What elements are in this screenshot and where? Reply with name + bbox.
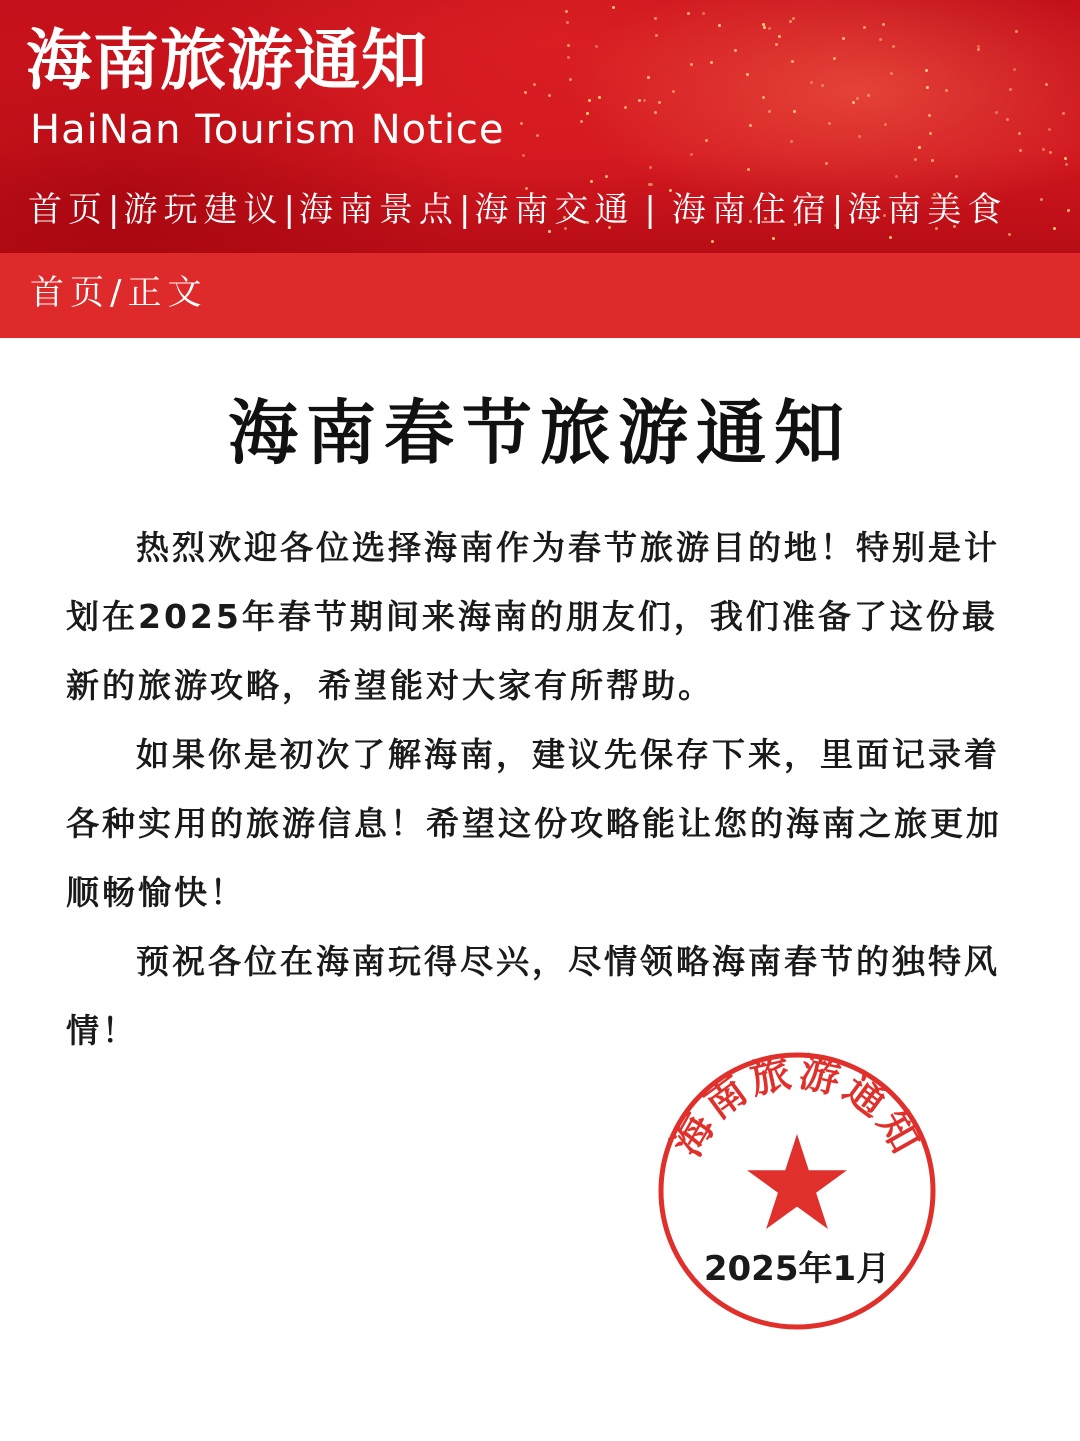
sparkle-dot — [565, 10, 568, 13]
main-nav — [28, 190, 1007, 230]
sparkle-dot — [763, 26, 766, 29]
sparkle-dot — [533, 83, 536, 86]
sparkle-dot — [789, 20, 792, 23]
article-paragraph: 热烈欢迎各位选择海南作为春节旅游目的地！特别是计划在2025年春节期间来海南的朋友们，我们准备了这份最新的旅游攻略，希望能对大家有所帮助。 — [66, 528, 1000, 705]
sparkle-dot — [1065, 163, 1068, 166]
sparkle-dot — [895, 175, 898, 178]
nav-item-suggestions[interactable]: 游玩建议 — [123, 190, 284, 230]
sparkle-dot — [842, 37, 845, 40]
sparkle-dot — [746, 73, 749, 76]
stamp-arc-text: 海南旅游通知 — [664, 1050, 930, 1165]
sparkle-dot — [647, 76, 650, 79]
nav-separator: | — [108, 190, 120, 230]
sparkle-dot — [702, 12, 705, 15]
sparkle-dot — [926, 86, 929, 89]
sparkle-dot — [858, 135, 861, 138]
article-body — [66, 513, 1016, 1065]
sparkle-dot — [821, 84, 824, 87]
sparkle-dot — [928, 114, 931, 117]
sparkle-dot — [672, 90, 675, 93]
sparkle-dot — [655, 34, 658, 37]
sparkle-dot — [1040, 198, 1043, 201]
sparkle-dot — [718, 24, 721, 27]
sparkle-dot — [793, 110, 796, 113]
sparkle-dot — [945, 89, 948, 92]
sparkle-dot — [879, 38, 882, 41]
sparkle-dot — [892, 45, 895, 48]
nav-separator: | — [644, 190, 656, 230]
header-banner — [0, 0, 1080, 253]
sparkle-dot — [1015, 30, 1018, 33]
breadcrumb — [30, 273, 208, 313]
sparkle-dot — [778, 35, 781, 38]
sparkle-dot — [569, 78, 572, 81]
sparkle-dot — [1009, 88, 1012, 91]
sparkle-dot — [1042, 148, 1045, 151]
sparkle-dot — [548, 94, 551, 97]
sparkle-dot — [825, 162, 828, 165]
sparkle-dot — [520, 122, 523, 125]
sparkle-dot — [810, 81, 813, 84]
sparkle-dot — [654, 111, 657, 114]
stamp-date: 2025年1月 — [703, 1249, 891, 1289]
sparkle-dot — [710, 61, 713, 64]
sparkle-dot — [852, 101, 855, 104]
breadcrumb-home-link[interactable]: 首页 — [30, 273, 110, 313]
sparkle-dot — [638, 99, 641, 102]
sparkle-dot — [1053, 227, 1056, 230]
nav-item-accommodation[interactable]: 海南住宿 — [671, 190, 832, 230]
article-paragraph: 预祝各位在海南玩得尽兴，尽情领略海南春节的独特风情！ — [66, 942, 1000, 1050]
sparkle-dot — [643, 99, 646, 102]
sparkle-dot — [590, 180, 593, 183]
sparkle-dot — [648, 183, 651, 186]
sparkle-dot — [734, 49, 737, 52]
sparkle-dot — [884, 123, 887, 126]
sparkle-dot — [925, 69, 928, 72]
sparkle-dot — [1013, 68, 1016, 71]
sparkle-dot — [586, 112, 589, 115]
breadcrumb-current: 正文 — [127, 273, 208, 313]
sparkle-dot — [791, 60, 794, 63]
nav-separator: | — [283, 190, 295, 230]
star-icon — [747, 1134, 847, 1229]
sparkle-dot — [598, 96, 601, 99]
sparkle-dot — [548, 230, 551, 233]
sparkle-dot — [1019, 149, 1022, 152]
sparkle-dot — [931, 159, 934, 162]
sparkle-dot — [711, 240, 714, 243]
sparkle-dot — [567, 56, 570, 59]
sparkle-dot — [768, 110, 771, 113]
sparkle-dot — [882, 23, 885, 26]
sparkle-dot — [955, 175, 958, 178]
breadcrumb-bar — [0, 253, 1080, 338]
sparkle-dot — [747, 168, 750, 171]
sparkle-dot — [524, 91, 527, 94]
sparkle-dot — [612, 6, 615, 9]
nav-separator: | — [831, 190, 844, 230]
sparkle-dot — [762, 96, 765, 99]
sparkle-dot — [705, 139, 708, 142]
sparkle-dot — [690, 153, 693, 156]
sparkle-dot — [567, 44, 570, 47]
sparkle-dot — [768, 27, 771, 30]
sparkle-dot — [536, 134, 539, 137]
site-subtitle: HaiNan Tourism Notice — [30, 107, 505, 153]
sparkle-dot — [1064, 157, 1067, 160]
nav-item-food[interactable]: 海南美食 — [847, 190, 1008, 230]
breadcrumb-divider: / — [110, 273, 128, 313]
sparkle-dot — [690, 63, 693, 66]
sparkle-dot — [863, 26, 866, 29]
site-title: 海南旅游通知 — [26, 22, 428, 99]
sparkle-dot — [914, 158, 917, 161]
sparkle-dot — [649, 166, 652, 169]
article-paragraph: 如果你是初次了解海南，建议先保存下来，里面记录着各种实用的旅游信息！希望这份攻略能让您的海南之旅更加顺畅愉快！ — [66, 735, 1002, 912]
sparkle-dot — [1048, 128, 1051, 131]
sparkle-dot — [658, 101, 661, 104]
sparkle-dot — [595, 45, 598, 48]
sparkle-dot — [580, 120, 583, 123]
sparkle-dot — [1008, 233, 1011, 236]
nav-item-attractions[interactable]: 海南景点 — [298, 190, 459, 230]
sparkle-dot — [929, 132, 932, 135]
sparkle-dot — [624, 106, 627, 109]
sparkle-dot — [867, 94, 870, 97]
sparkle-dot — [588, 99, 591, 102]
sparkle-dot — [1006, 118, 1009, 121]
sparkle-dot — [772, 237, 775, 240]
sparkle-dot — [1018, 132, 1021, 135]
sparkle-dot — [654, 17, 657, 20]
sparkle-dot — [792, 17, 795, 20]
sparkle-dot — [1067, 209, 1070, 212]
sparkle-dot — [566, 21, 569, 24]
sparkle-dot — [890, 72, 893, 75]
sparkle-dot — [977, 48, 980, 51]
sparkle-dot — [522, 154, 525, 157]
sparkle-dot — [918, 146, 921, 149]
official-stamp — [656, 1050, 938, 1332]
sparkle-dot — [995, 111, 998, 114]
article-title: 海南春节旅游通知 — [228, 392, 852, 474]
sparkle-dot — [605, 175, 608, 178]
nav-item-home[interactable]: 首页 — [28, 190, 108, 230]
nav-item-transport[interactable]: 海南交通 — [474, 190, 635, 230]
nav-separator: | — [458, 190, 471, 230]
sparkle-dot — [687, 12, 690, 15]
sparkle-dot — [833, 57, 836, 60]
sparkle-dot — [790, 140, 793, 143]
sparkle-dot — [1049, 151, 1052, 154]
sparkle-dot — [828, 122, 831, 125]
sparkle-dot — [775, 43, 778, 46]
sparkle-dot — [749, 124, 752, 127]
sparkle-dot — [889, 236, 892, 239]
sparkle-dot — [1045, 83, 1048, 86]
sparkle-dot — [856, 97, 859, 100]
sparkle-dot — [1062, 112, 1065, 115]
